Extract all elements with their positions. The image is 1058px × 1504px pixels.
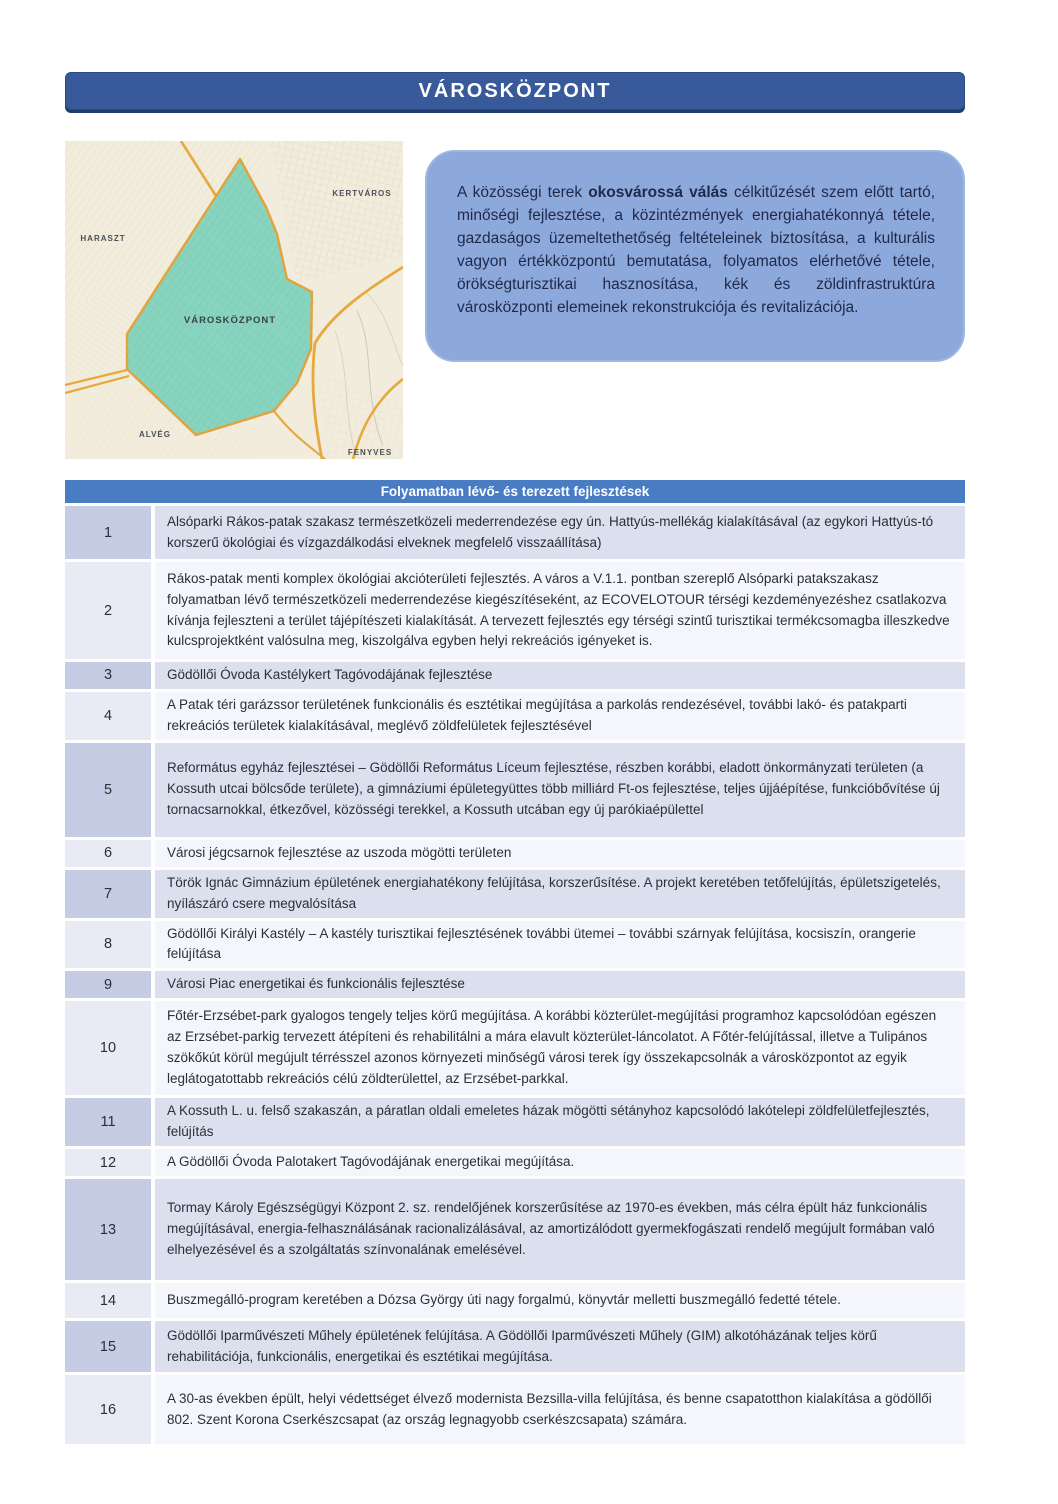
- row-text: Buszmegálló-program keretében a Dózsa György úti nagy forgalmú, könyvtár melletti buszmegálló fedetté tétele.: [155, 1283, 965, 1318]
- row-number: 1: [65, 506, 151, 559]
- row-text: A Patak téri garázssor területének funkcionális és esztétikai megújítása a parkolás rendezésével, további lakó- és patakparti rekreációs területek kialakításával, meglévő zöldfelületek fejlesztésével: [155, 692, 965, 740]
- row-number: 7: [65, 870, 151, 918]
- table-row: [65, 921, 965, 969]
- table-row: [65, 971, 965, 998]
- district-map-image: [65, 141, 403, 459]
- table-row: [65, 662, 965, 689]
- table-row: [65, 1149, 965, 1176]
- row-text: Török Ignác Gimnázium épületének energiahatékony felújítása, korszerűsítése. A projekt keretében tetőfelújítás, épületszigetelés, nyílászáró csere megvalósítása: [155, 870, 965, 918]
- table-row: [65, 1179, 965, 1280]
- table-row: [65, 743, 965, 837]
- row-number: 13: [65, 1179, 151, 1280]
- row-number: 16: [65, 1375, 151, 1444]
- table-row: [65, 840, 965, 867]
- table-header: Folyamatban lévő- és terezett fejlesztések: [65, 480, 965, 503]
- document-page: [65, 0, 965, 1504]
- intro-text: A közösségi terek okosvárossá válás célkitűzését szem előtt tartó, minőségi fejlesztése, a közintézmények energiahatékonnyá tétele, gazdaságos üzemeltethetőség feltételeinek biztosítása, a kulturális vagyon értékközpontú bemutatása, folyamatos elérhetővé tétele, örökségturisztikai hasznosítása, kék és zöldinfrastruktúra városközponti elemeinek rekonstrukciója és revitalizációja.: [457, 184, 935, 316]
- row-text: Református egyház fejlesztései – Gödöllői Református Líceum fejlesztése, részben korábbi, eladott önkormányzati területen (a Kossuth utcai bölcsőde területe), a gimnáziumi épületegyüttes több milliárd Ft-os fejlesztése, teljes újjáépítése, funkcióbővítése új tornacsarnokkal, étkezővel, közösségi terekkel, a Kossuth utcában egy új parókiaépülettel: [155, 743, 965, 837]
- table-body: [65, 506, 965, 1444]
- page-title-bar: [65, 72, 965, 110]
- table-row: [65, 870, 965, 918]
- map-label-haraszt: HARASZT: [80, 234, 126, 243]
- row-number: 9: [65, 971, 151, 998]
- map-label-varoskozpont: VÁROSKÖZPONT: [183, 315, 277, 326]
- table-row: [65, 1321, 965, 1372]
- row-number: 3: [65, 662, 151, 689]
- row-number: 12: [65, 1149, 151, 1176]
- map-label-kertvaros: KERTVÁROS: [332, 189, 392, 198]
- row-number: 6: [65, 840, 151, 867]
- row-text: A 30-as években épült, helyi védettséget élvező modernista Bezsilla-villa felújítása, és benne csapatotthon kialakítása a gödöllői 802. Szent Korona Cserkészcsapat (az ország legnagyobb cserkészcsapata) számára.: [155, 1375, 965, 1444]
- row-text: Városi jégcsarnok fejlesztése az uszoda mögötti területen: [155, 840, 965, 867]
- table-row: [65, 1375, 965, 1444]
- row-number: 8: [65, 921, 151, 969]
- developments-table: [65, 480, 965, 1504]
- table-row: [65, 1283, 965, 1318]
- intro-callout: [425, 150, 965, 362]
- row-number: 15: [65, 1321, 151, 1372]
- row-text: A Kossuth L. u. felső szakaszán, a páratlan oldali emeletes házak mögötti sétányhoz kapcsolódó lakótelepi zöldfelületfejlesztés, felújítás: [155, 1098, 965, 1146]
- map-label-fenyves: FENYVES: [347, 448, 393, 457]
- row-text: Alsóparki Rákos-patak szakasz természetközeli mederrendezése egy ún. Hattyús-mellékág kialakításával (az egykori Hattyús-tó korszerű ökológiai és vízgazdálkodási elveknek megfelelő visszaállítása): [155, 506, 965, 559]
- top-section: [65, 141, 965, 459]
- row-number: 14: [65, 1283, 151, 1318]
- table-row: [65, 692, 965, 740]
- row-number: 4: [65, 692, 151, 740]
- table-row: [65, 1001, 965, 1095]
- row-number: 11: [65, 1098, 151, 1146]
- row-text: Rákos-patak menti komplex ökológiai akcióterületi fejlesztés. A város a V.1.1. pontban szereplő Alsóparki patakszakasz folyamatban lévő természetközeli mederrendezése kiegészítéseként, az ECOVELOTOUR térségi kezdeményezéshez csatlakozva kívánja fejleszteni a terület tájépítészeti kialakítását. A tervezett fejlesztés egy térségi szintű turisztikai termékcsomagba illeszkedve kulcsprojektként valósulna meg, kiszolgálva egyben helyi rekreációs igényeket is.: [155, 562, 965, 659]
- row-number: 2: [65, 562, 151, 659]
- page-title: VÁROSKÖZPONT: [418, 79, 612, 102]
- table-row: [65, 1098, 965, 1146]
- row-text: Gödöllői Iparművészeti Műhely épületének felújítása. A Gödöllői Iparművészeti Műhely (GIM) alkotóházának teljes körű rehabilitációja, funkcionális, energetikai és esztétikai megújítása.: [155, 1321, 965, 1372]
- row-text: Gödöllői Óvoda Kastélykert Tagóvodájának fejlesztése: [155, 662, 965, 689]
- row-number: 5: [65, 743, 151, 837]
- table-row: [65, 506, 965, 559]
- table-row: [65, 562, 965, 659]
- map-label-alveg: ALVÉG: [139, 430, 171, 439]
- row-text: Gödöllői Királyi Kastély – A kastély turisztikai fejlesztésének további ütemei – további szárnyak felújítása, kocsiszín, orangerie felújítása: [155, 921, 965, 969]
- row-text: Tormay Károly Egészségügyi Központ 2. sz. rendelőjének korszerűsítése az 1970-es években, más célra épült ház funkcionális megújításával, energia-felhasználásának racionalizálásával, az amortizálódott gyermekfogászati rendelő megújult formában való elhelyezésével és a szolgáltatás színvonalának emelésével.: [155, 1179, 965, 1280]
- row-text: Városi Piac energetikai és funkcionális fejlesztése: [155, 971, 965, 998]
- row-text: A Gödöllői Óvoda Palotakert Tagóvodájának energetikai megújítása.: [155, 1149, 965, 1176]
- row-number: 10: [65, 1001, 151, 1095]
- row-text: Főtér-Erzsébet-park gyalogos tengely teljes körű megújítása. A korábbi közterület-megújítási programhoz kapcsolódóan egészen az Erzsébet-parkig tervezett átépíteni és rehabilitálni a mára elavult közterület-láncolatot. A Főtér-felújítással, illetve a Tulipános szökőkút körül megújult térrésszel azonos környezeti minőségű városi terek így összekapcsolnák a városközpontot az egyik leglátogatottabb rekreációs célú zöldterülettel, az Erzsébet-parkkal.: [155, 1001, 965, 1095]
- district-map: [65, 141, 403, 459]
